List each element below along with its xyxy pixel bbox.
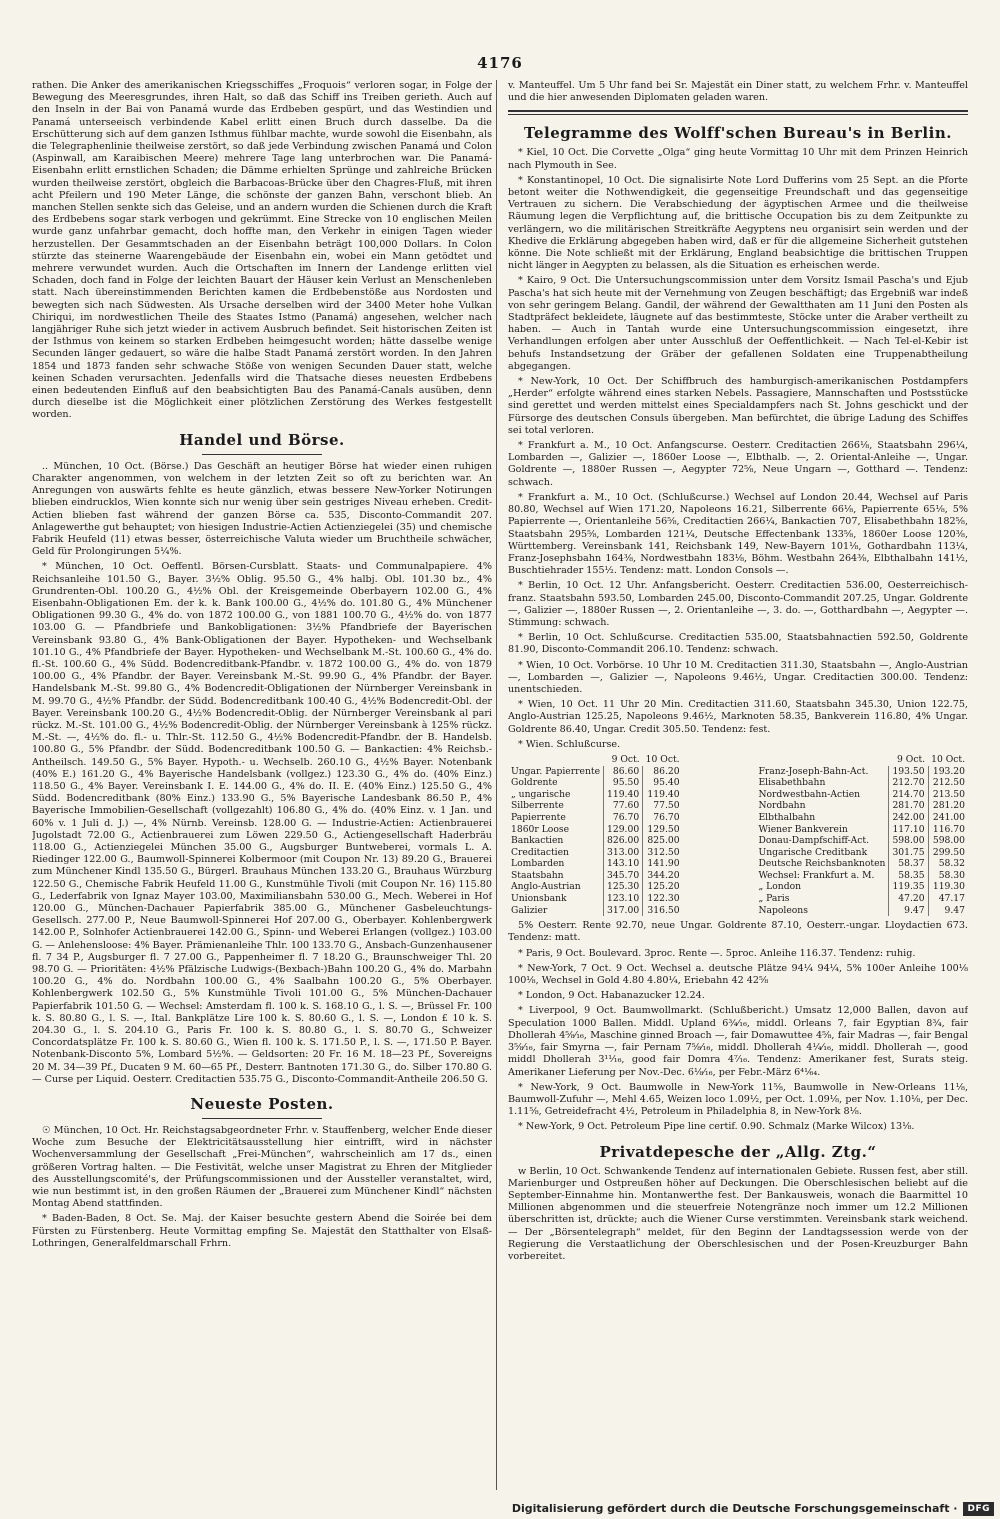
table-cell-name: Franz-Joseph-Bahn-Act. bbox=[758, 765, 869, 777]
table-cell-value: 316.50 bbox=[643, 905, 683, 917]
table-row bbox=[755, 777, 968, 789]
table-cell-value: 598.00 bbox=[928, 835, 968, 847]
table-cell-value: 598.00 bbox=[889, 835, 928, 847]
table-cell-value: 826.00 bbox=[604, 835, 643, 847]
table-cell-value: 9.47 bbox=[928, 905, 968, 917]
table-cell-value: 129.50 bbox=[643, 824, 683, 836]
table-cell-value: 825.00 bbox=[643, 835, 683, 847]
table-cell-value: 345.70 bbox=[604, 870, 643, 882]
table-cell-name: „ Paris bbox=[758, 893, 790, 905]
article-berlin-privat: w Berlin, 10 Oct. Schwankende Tendenz auf internationalen Gebiete. Russen fest, aber still. Marienburger und Ostpreußen höher auf Deckungen. Die Oberschlesischen beliebt auf die September-Einnahme hin. Montanwerthe fest. Der Bankausweis, wonach die Baarmittel 10 Millionen abgenommen und die steuerfreie Notengränze noch immer um 12.2 Millionen überschritten ist, drückte; auch die Wiener Curse verstimmten. Vereinsbank stark weichend. — Der „Börsentelegraph“ meldet, für den Beginn der Landtagssession werde von der Regierung die Verstaatlichung der Oberschlesischen und der Posen-Kreuzburger Bahn vorbereitet. bbox=[508, 1165, 968, 1262]
footer-text: Digitalisierung gefördert durch die Deutsche Forschungsgemeinschaft · bbox=[511, 1502, 958, 1515]
table-cell-name: Lombarden bbox=[511, 858, 565, 870]
table-cell-value: 77.60 bbox=[604, 800, 643, 812]
article-london: * London, 9 Oct. Habanazucker 12.24. bbox=[518, 990, 705, 1002]
article-frankfurt-schluss: * Frankfurt a. M., 10 Oct. (Schlußcurse.) Wechsel auf London 20.44, Wechsel auf Paris 80.80, Wechsel auf Wien 171.20, Napoleons 16.21, Silberrente 66⅛, Papierrente 65⅛, 5% Papierrente —, Orientanleihe 56⅝, Creditactien 266¼, Bankactien 707, Elisabethbahn 182⅝, Staatsbahn 295⅝, Lombarden 121¼, Deutsche Effectenbank 133⅝, 1860er Loose 120⅜, Württemberg. Vereinsbank 141, Reichsbank 149, New-Bayern 101⅛, Gothardbahn 113¼, Franz-Josephsbahn 164⅜, Nordwestbahn 183⅛, Böhm. Westbahn 264⅜, Elbthalbahn 141½, Buschtiehrader 155½. Tendenz: matt. London Consols —. bbox=[508, 491, 968, 577]
table-cell-value: 119.40 bbox=[643, 789, 683, 801]
table-cell-name: Elbthalbahn bbox=[758, 811, 816, 823]
footer bbox=[0, 1498, 1000, 1519]
table-row bbox=[755, 800, 968, 812]
article-earthquake: rathen. Die Anker des amerikanischen Kriegsschiffes „Froquois“ verloren sogar, in Folge der Bewegung des Meeresgrundes, ihren Halt, so daß das Schiff ins Treiben gerieth. Auch auf den Inseln in der Bai von Panamá wurde das Erdbeben gespürt, und das Westindien und Panamá unterseeisch verbindende Kabel erlitt einen Bruch durch dasselbe. Da die Erschütterung sich auf dem ganzen Isthmus fühlbar machte, wurde sowohl die Eisenbahn, als die Telegraphenlinie theilweise zerstört, so daß jede Verbindung zwischen Panamá und Colon (Aspinwall, am Karaibischen Meere) mehrere Tage lang unterbrochen war. Die Panamá-Eisenbahn erlitt ernstlichen Schaden; die Dämme erhielten Sprünge und zahlreiche Brücken wurden theilweise zerstört, obgleich die Barbacoas-Brücke über den Chagres-Fluß, mit ihren acht Pfeilern und 190 Meter Länge, die schönste der ganzen Bahn, verschont blieb. An manchen Stellen senkte sich das Geleise, und an andern wurden die Schienen durch die Kraft des Erdbebens sogar stark verbogen und gekrümmt. Eine Strecke von 10 englischen Meilen wurde ganz unfahrbar gemacht, doch hoffte man, den Verkehr in einigen Tagen wieder herzustellen. Der Gesammtschaden an der Eisenbahn beträgt 100,000 Dollars. In Colon stürzte das steinerne Waarengebäude der Eisenbahn ein, wobei ein Mann getödtet und mehrere verwundet wurden. Auch die Ortschaften im Innern der Landenge erlitten viel Schaden, doch fand in Folge der leichten Bauart der Häuser kein Verlust an Menschenleben statt. Nach übereinstimmenden Berichten kamen die Erdbebenstöße aus Nordosten und bewegten sich nach Südwesten. Als Ursache derselben wird der 3400 Meter hohe Vulkan Chiriqui, im nordwestlichen Theile des Staates Istmo (Panamá) angesehen, welcher nach langjähriger Ruhe sich jetzt wieder in activem Ausbruch befindet. Seit historischen Zeiten ist der Isthmus von keinem so starken Erdbeben heimgesucht worden; hätte dasselbe wenige Secunden länger gedauert, so wäre die halbe Stadt Panamá zerstört worden. In den Jahren 1854 und 1873 fanden sehr schwache Stöße von wenigen Secunden Dauer statt, welche keinen Schaden verursachten. Jedenfalls wird die Thatsache dieses neuesten Erdbebens einen bedeutenden Einfluß auf den beabsichtigten Bau des Panamá-Canals ausüben, denn durch dieselbe ist die Möglichkeit einer plötzlichen Zerstörung des Werkes festgestellt worden. bbox=[32, 80, 492, 421]
article-paris: * Paris, 9 Oct. Boulevard. 3proc. Rente —. 5proc. Anleihe 116.37. Tendenz: ruhig. bbox=[518, 947, 916, 959]
table-cell-name: Elisabethbahn bbox=[758, 777, 826, 789]
table-row bbox=[508, 847, 683, 859]
article-wien-rente: 5% Oesterr. Rente 92.70, neue Ungar. Goldrente 87.10, Oesterr.-ungar. Lloydactien 673. Tendenz: matt. bbox=[508, 920, 968, 944]
table-cell-name: Wiener Bankverein bbox=[758, 823, 848, 835]
table-cell-value: 95.50 bbox=[604, 777, 643, 789]
table-cell-value: 125.20 bbox=[643, 881, 683, 893]
heading-neueste: Neueste Posten. bbox=[190, 1095, 334, 1114]
table-cell-value: 301.75 bbox=[889, 847, 928, 859]
table-cell-name: Deutsche Reichsbanknoten bbox=[758, 858, 886, 870]
table-cell-value: 313.00 bbox=[604, 847, 643, 859]
article-baden-baden: * Baden-Baden, 8 Oct. Se. Maj. der Kaiser besuchte gestern Abend die Soirée bei dem Fürsten zu Fürstenberg. Heute Vormittag empfing Se. Majestät den Statthalter von Elsaß-Lothringen, Generalfeldmarschall Frhrn. bbox=[32, 1213, 492, 1249]
table-cell-value: 9.47 bbox=[889, 905, 928, 917]
table-row bbox=[508, 835, 683, 847]
table-cell-name: Ungarische Creditbank bbox=[758, 846, 868, 858]
table-cell-value: 119.40 bbox=[604, 789, 643, 801]
article-continuation: v. Manteuffel. Um 5 Uhr fand bei Sr. Majestät ein Diner statt, zu welchem Frhr. v. Manteuffel und die hier anwesenden Diplomaten geladen waren. bbox=[508, 80, 968, 104]
table-row bbox=[508, 766, 683, 778]
table-cell-value: 193.20 bbox=[928, 766, 968, 778]
table-header-9oct: 9 Oct. bbox=[897, 753, 926, 765]
table-cell-value: 47.17 bbox=[928, 893, 968, 905]
table-cell-name: Anglo-Austrian bbox=[511, 881, 581, 893]
dfg-logo: DFG bbox=[963, 1502, 994, 1516]
section-rule bbox=[508, 110, 968, 115]
table-cell-value: 123.10 bbox=[604, 893, 643, 905]
article-kairo: * Kairo, 9 Oct. Die Untersuchungscommission unter dem Vorsitz Ismail Pascha's und Ejub Pascha's hat sich heute mit der Vernehmung von Zeugen beschäftigt; das Ergebniß war indeß von sehr geringem Belang. Gandil, der während der Gewaltthaten am 11 Juni den Posten als Stadtpräfect bekleidete, läugnete auf das bestimmteste, Stöcke unter die Araber vertheilt zu haben. — Auch in Tantah wurde eine Untersuchungscommission eingesetzt, ihre Verhandlungen erfolgen aber unter Ausschluß der Oeffentlichkeit. — Nach Tel-el-Kebir ist behufs Instandsetzung der Gräber der gefallenen Soldaten eine Truppenabtheilung abgegangen. bbox=[508, 275, 968, 372]
table-cell-value: 119.35 bbox=[889, 881, 928, 893]
table-cell-value: 58.32 bbox=[928, 858, 968, 870]
table-cell-value: 76.70 bbox=[604, 812, 643, 824]
table-cell-name: Silberrente bbox=[511, 800, 564, 812]
table-cell-name: Staatsbahn bbox=[511, 869, 564, 881]
table-cell-value: 58.37 bbox=[889, 858, 928, 870]
table-cell-value: 241.00 bbox=[928, 812, 968, 824]
table-cell-name: Napoleons bbox=[758, 904, 808, 916]
table-cell-value: 58.30 bbox=[928, 870, 968, 882]
table-cell-value: 117.10 bbox=[889, 824, 928, 836]
table-cell-name: „ London bbox=[758, 881, 802, 893]
table-cell-name: Wechsel: Frankfurt a. M. bbox=[758, 869, 875, 881]
table-cell-value: 212.70 bbox=[889, 777, 928, 789]
table-cell-name: Bankactien bbox=[511, 835, 564, 847]
table-row bbox=[755, 812, 968, 824]
table-cell-value: 299.50 bbox=[928, 847, 968, 859]
table-row bbox=[508, 800, 683, 812]
table-cell-value: 214.70 bbox=[889, 789, 928, 801]
article-frankfurt-anfang: * Frankfurt a. M., 10 Oct. Anfangscurse. Oesterr. Creditactien 266⅛, Staatsbahn 296¼, Lombarden —, Galizier —, 1860er Loose —, Elbthalb. —, 2. Oriental-Anleihe —, Ungar. Goldrente —, 1880er Russen —, Aegypter 72⅝, Neue Ungarn —, Gotthard —. Tendenz: schwach. bbox=[508, 440, 968, 488]
article-wien-vorboerse: * Wien, 10 Oct. Vorbörse. 10 Uhr 10 M. Creditactien 311.30, Staatsbahn —, Anglo-Austrian —, Lombarden —, Galizier —, Napoleons 9.46½, Ungar. Creditactien 300.00. Tendenz: unentschieden. bbox=[508, 659, 968, 695]
table-cell-value: 116.70 bbox=[928, 824, 968, 836]
table-row bbox=[508, 858, 683, 870]
article-berlin-anfang: * Berlin, 10 Oct. 12 Uhr. Anfangsbericht. Oesterr. Creditactien 536.00, Oesterreichisch-franz. Staatsbahn 593.50, Lombarden 245.00, Disconto-Commandit 207.25, Ungar. Goldrente —, Galizier —, 1880er Russen —, 2. Orientanleihe —, 3. do. —, Gotthardbahn —, Aegypter —. Stimmung: schwach. bbox=[508, 580, 968, 628]
article-berlin-schluss: * Berlin, 10 Oct. Schlußcurse. Creditactien 535.00, Staatsbahnactien 592.50, Goldrente 81.90, Disconto-Commandit 206.10. Tendenz: schwach. bbox=[508, 632, 968, 656]
article-new-york-wechsel: * New-York, 7 Oct. 9 Oct. Wechsel a. deutsche Plätze 94¼ 94¼, 5% 100er Anleihe 100⅛ 100⅛, Wechsel in Gold 4.80 4.80¼, Eriebahn 42 42⅝ bbox=[508, 962, 968, 987]
table-row bbox=[508, 881, 683, 893]
table-row bbox=[755, 847, 968, 859]
table-cell-value: 317.00 bbox=[604, 905, 643, 917]
table-cell-name: „ ungarische bbox=[511, 788, 571, 800]
table-cell-name: Unionsbank bbox=[511, 893, 567, 905]
table-cell-name: Nordwestbahn-Actien bbox=[758, 788, 861, 800]
page-number: 4176 bbox=[477, 54, 523, 72]
table-row bbox=[508, 789, 683, 801]
table-cell-value: 86.60 bbox=[604, 766, 643, 778]
article-kiel: * Kiel, 10 Oct. Die Corvette „Olga“ ging heute Vormittag 10 Uhr mit dem Prinzen Heinrich nach Plymouth in See. bbox=[508, 147, 968, 171]
table-cell-value: 281.20 bbox=[928, 800, 968, 812]
table-cell-name: Papierrente bbox=[511, 811, 566, 823]
heading-privatdepesche: Privatdepesche der „Allg. Ztg.“ bbox=[599, 1142, 877, 1161]
table-cell-value: 125.30 bbox=[604, 881, 643, 893]
table-cell-value: 213.50 bbox=[928, 789, 968, 801]
table-header-9oct: 9 Oct. bbox=[611, 753, 640, 765]
heading-handel: Handel und Börse. bbox=[179, 430, 345, 449]
table-row bbox=[508, 893, 683, 905]
article-konstantinopel: * Konstantinopel, 10 Oct. Die signalisirte Note Lord Dufferins vom 25 Sept. an die Pforte betont weiter die Nothwendigkeit, die gegenseitige Freundschaft und das gegenseitige Vertrauen zu sichern. Die Verabschiedung der ägyptischen Armee und die theilweise Räumung legen die Verpflichtung auf, die brittische Occupation bis zu dem Zeitpunkte zu verlängern, wo die militärischen Streitkräfte Aegyptens neu organisirt sein werden und der Khedive die Erklärung abgegeben haben wird, daß er für die allgemeine Sicherheit gutstehen könne. Die Note schließt mit der Erklärung, England beabsichtige die brittischen Truppen nicht länger in Aegypten zu belassen, als die Situation es erheischen werde. bbox=[508, 174, 968, 272]
column-divider bbox=[496, 80, 497, 1490]
article-cursblatt: * München, 10 Oct. Oeffentl. Börsen-Cursblatt. Staats- und Communalpapiere. 4% Reichsanleihe 101.50 G., Bayer. 3½% Oblig. 95.50 G., 4% halbj. Obl. 101.30 bz., 4% Grundrenten-Obl. 100.20 G., 4½% Obl. der Kreisgemeinde Oberbayern 102.00 G., 4% Eisenbahn-Obligationen Em. der k. k. Bank 100.00 G., 4½% do. 101.80 G., 4% Münchener Obligationen 99.30 G., 4% do. von 1872 100.00 G., von 1881 100.70 G., 4½% do. von 1877 103.00 G. — Pfandbriefe und Bankobligationen: 3½% Pfandbriefe der Bayerischen Vereinsbank 93.80 G., 4% Bank-Obligationen der Bayer. Hypotheken- und Wechselbank 101.10 G., 4% Pfandbriefe der Bayer. Hypotheken- und Wechselbank M.-St. 100.60 G., 4% do. fl.-St. 100.60 G., 4% Südd. Bodencreditbank-Pfandbr. v. 1872 100.00 G., 4% do. von 1879 100.00 G., 4% Pfandbr. der Bayer. Vereinsbank M.-St. 99.90 G., 4% Pfandbr. der Bayer. Handelsbank M.-St. 99.80 G., 4% Bodencredit-Obligationen der Nürnberger Vereinsbank in M. 99.70 G., 4½% Pfandbr. der Südd. Bodencreditbank 100.40 G., 4½% Bodencredit-Obl. der Bayer. Vereinsbank 100.20 G., 4½% Bodencredit-Oblig. der Nürnberger Vereinsbank al pari rückz. M.-St. 101.00 G., 4½% Bodencredit-Oblig. der Nürnberger Vereinsbank à 125% rückz. M.-St. —, 4½% do. fl.- u. Thlr.-St. 112.50 G., 4½% Bodencredit-Pfandbr. der B. Handelsb. 100.80 G., 5% Pfandbr. der Südd. Bodencreditbank 100.50 G. — Bankactien: 4% Reichsb.-Antheilsch. 149.50 G., 5% Bayer. Hypoth.- u. Wechselb. 260.10 G., 4½% Bayer. Notenbank (40% E.) 161.20 G., 4% Bayerische Handelsbank (vollgez.) 123.30 G., 4% do. (40% Einz.) 118.50 G., 4% Bayer. Vereinsbank I. E. 144.00 G., 4% do. II. E. (40% Einz.) 125.50 G., 4% Südd. Bodencreditbank (80% Einz.) 133.90 G., 5% Bayerische Landesbank 86.50 P., 4% Bayerische Immobilien-Gesellschaft (vollgezahlt) 106.80 G., 4% do. (40% Einz. v. 1 Jan. und 60% v. 1 Juli d. J.) —, 4% Nürnb. Vereinsb. 128.00 G. — Industrie-Actien: Actienbrauerei Jugolstadt 72.00 G., Actienbrauerei zum Löwen 229.50 G., Actiengesellschaft Haderbräu 118.00 G., Actienziegelei München 35.00 G., Augsburger Buntweberei, vormals L. A. Riedinger 122.00 G., Baumwoll-Spinnerei Kolbermoor (mit Coupon Nr. 13) 89.20 G., Brauerei zum Münchener Kindl 135.50 G., Bürgerl. Brauhaus München 133.20 G., Brauhaus Würzburg 122.50 G., Chemische Fabrik Heufeld 11.00 G., Kunstmühle Tivoli (mit Coupon Nr. 16) 115.80 G., Lederfabrik von Ignaz Mayer 103.00, Maximiliansbahn 530.00 G., Mech. Weberei in Hof 120.00 G., München-Dachauer Papierfabrik 385.00 G., Münchener Gasbeleuchtungs-Gesellsch. 277.00 P., Neue Baumwoll-Spinnerei Hof 207.00 G., Oberbayer. Kohlenbergwerk 142.00 P., Solnhofer Actienbrauerei 142.00 G., Spinn- und Weberei Erlangen (vollgez.) 103.00 G. — Anlehensloose: 4% Bayer. Prämienanleihe Thlr. 100 133.70 G., Ansbach-Gunzenhausener fl. 7 34 P., Augsburger fl. 7 27.00 G., Pappenheimer fl. 7 18.20 G., Braunschweiger Thl. 20 98.70 G. — Prioritäten: 4½% Pfälzische Ludwigs-(Bexbach-)Bahn 100.20 G., 4% do. Marbahn 100.20 G., 4% do. Nordbahn 100.00 G., 4% Saalbahn 100.20 G., 5% Oberbayer. Kohlenbergwerk 102.50 G., 5% Kunstmühle Tivoli 101.00 G., 5% München-Dachauer Papierfabrik 101.50 G. — Wechsel: Amsterdam fl. 100 k. S. 168.10 G., l. S. —, Brüssel Fr. 100 k. S. 80.80 G., l. S. —, Ital. Bankplätze Lire 100 k. S. 80.60 G., l. S. —, London £ 10 k. S. 204.30 G., l. S. 204.10 G., Paris Fr. 100 k. S. 80.80 G., l. S. 80.70 G., Schweizer Concordatsplätze Fr. 100 k. S. 80.60 G., Wien fl. 100 k. S. 171.50 P., l. S. —, 171.50 P. Bayer. Notenbank-Disconto 5%, Lombard 5½%. — Geldsorten: 20 Fr. 16 M. 18—23 Pf., Sovereigns 20 M. 34—39 Pf., Ducaten 9 M. 60—65 Pf., Desterr. Bantnoten 171.30 G., do. Silber 170.80 G. — Curse per Liquid. Oesterr. Creditactien 535.75 G., Disconto-Commandit-Antheile 206.50 G. bbox=[32, 561, 492, 1085]
article-liverpool: * Liverpool, 9 Oct. Baumwollmarkt. (Schlußbericht.) Umsatz 12,000 Ballen, davon auf Speculation 1000 Ballen. Middl. Upland 6¾⁄₁₆, middl. Orleans 7, fair Egyptian 8¾, fair Dhollerah 4⅝⁄₁₆, Maschine ginned Broach —, fair Domawuttee 4⅝, fair Madras —, fair Bengal 3⅝⁄₁₆, fair Smyrna —, fair Pernam 7⅝⁄₁₆, middl. Dhollerah 4¼⁄₁₆, middl. Dhollerah —, good middl Dhollerah 3¹¹⁄₁₆, good fair Domra 4⁷⁄₁₆. Tendenz: Amerikaner fest, Surats steig. Amerikaner Lieferung per Nov.-Dec. 6⅛⁄₁₆, per Febr.-März 6⁴¹⁄₆₄. bbox=[508, 1005, 968, 1078]
table-row bbox=[755, 766, 968, 778]
table-row bbox=[755, 893, 968, 905]
table-row bbox=[755, 789, 968, 801]
table-cell-value: 77.50 bbox=[643, 800, 683, 812]
article-muenchen-boerse: .. München, 10 Oct. (Börse.) Das Geschäft an heutiger Börse hat wieder einen ruhigen Charakter angenommen, von welchem in der letzten Zeit so oft zu berichten war. An Anregungen von auswärts fehlte es heute gänzlich, etwas bessere New-Yorker Notirungen blieben eindrucklos, Wien konnte sich nur wenig über sein gestriges Niveau erheben. Credit-Actien blieben fast während der ganzen Börse ca. 535, Disconto-Commandit 207. Anlagewerthe gut behauptet; von hiesigen Industrie-Actien Actienziegelei (35) und chemische Fabrik Heufeld (11) etwas besser, österreichische Valuta wieder um Bruchtheile schwächer, Geld für Prolongirungen 5¼%. bbox=[32, 460, 492, 558]
heading-rule bbox=[202, 454, 322, 455]
table-row bbox=[755, 824, 968, 836]
article-muenchen-posten: ☉ München, 10 Oct. Hr. Reichstagsabgeordneter Frhr. v. Stauffenberg, welcher Ende dieser Woche zum Besuche der Elektricitätsausstellung hier eintrifft, wird in nächster Wochenversammlung der Gesellschaft „Frei-München“, wahrscheinlich am 17 ds., einen größeren Vortrag halten. — Die Festivität, welche unser Magistrat zu Ehren der Mitglieder des Ausstellungscomité's, der Prüfungscommissionen und der Aussteller veranstaltet, wird, wie nun bestimmt ist, in den großen Räumen der „Brauerei zum Münchener Kindl“ nächsten Montag Abend stattfinden. bbox=[32, 1125, 492, 1210]
table-cell-name: 1860r Loose bbox=[511, 823, 570, 835]
wien-quotes-left bbox=[508, 754, 683, 916]
table-cell-name: Goldrente bbox=[511, 777, 558, 789]
table-cell-value: 95.40 bbox=[643, 777, 683, 789]
table-row bbox=[755, 870, 968, 882]
heading-telegramme: Telegramme des Wolff'schen Bureau's in Berlin. bbox=[524, 124, 952, 143]
table-row bbox=[508, 905, 683, 917]
table-cell-name: Donau-Dampfschiff-Act. bbox=[758, 835, 870, 847]
table-cell-value: 122.30 bbox=[643, 893, 683, 905]
table-row bbox=[755, 858, 968, 870]
table-cell-value: 344.20 bbox=[643, 870, 683, 882]
table-row bbox=[508, 777, 683, 789]
wien-quotes-right bbox=[755, 754, 968, 916]
table-cell-name: Creditactien bbox=[511, 846, 569, 858]
table-cell-value: 86.20 bbox=[643, 766, 683, 778]
table-cell-name: Ungar. Papierrente bbox=[511, 765, 601, 777]
article-new-york-baumwolle: * New-York, 9 Oct. Baumwolle in New-York 11⅝, Baumwolle in New-Orleans 11⅛, Baumwoll-Zufuhr —, Mehl 4.65, Weizen loco 1.09½, per Oct. 1.09⅛, per Nov. 1.10⅛, per Dec. 1.11⅝, Getreidefracht 4½, Petroleum in Philadelphia 8, in New-York 8⅛. bbox=[508, 1081, 968, 1118]
article-wien-schluss: * Wien. Schlußcurse. bbox=[518, 738, 621, 750]
table-cell-value: 76.70 bbox=[643, 812, 683, 824]
table-cell-value: 129.00 bbox=[604, 824, 643, 836]
table-cell-value: 193.50 bbox=[889, 766, 928, 778]
table-row bbox=[755, 835, 968, 847]
table-cell-value: 47.20 bbox=[889, 893, 928, 905]
left-column bbox=[32, 80, 492, 1490]
table-row bbox=[508, 824, 683, 836]
article-new-york-herder: * New-York, 10 Oct. Der Schiffbruch des hamburgisch-amerikanischen Postdampfers „Herder“ erfolgte während eines starken Nebels. Passagiere, Mannschaften und Postsstücke sind gerettet und werden mittelst eines Specialdampfers nach St. Johns geschickt und der Fürsorge des deutschen Consuls übergeben. Man befürchtet, die übrige Ladung des Schiffes sei total verloren. bbox=[508, 376, 968, 436]
table-cell-value: 242.00 bbox=[889, 812, 928, 824]
table-cell-value: 58.35 bbox=[889, 870, 928, 882]
table-row bbox=[508, 870, 683, 882]
table-cell-value: 119.30 bbox=[928, 881, 968, 893]
table-header-10oct: 10 Oct. bbox=[645, 753, 680, 765]
wien-quotes-table bbox=[508, 754, 968, 916]
table-cell-name: Galizier bbox=[511, 904, 548, 916]
table-cell-value: 212.50 bbox=[928, 777, 968, 789]
table-cell-value: 281.70 bbox=[889, 800, 928, 812]
table-row bbox=[755, 881, 968, 893]
right-column bbox=[508, 80, 968, 1490]
heading-rule bbox=[202, 1118, 322, 1119]
table-row bbox=[508, 812, 683, 824]
table-cell-value: 141.90 bbox=[643, 858, 683, 870]
table-header-10oct: 10 Oct. bbox=[931, 753, 965, 765]
table-cell-name: Nordbahn bbox=[758, 800, 806, 812]
table-cell-value: 143.10 bbox=[604, 858, 643, 870]
table-cell-value: 312.50 bbox=[643, 847, 683, 859]
table-row bbox=[755, 905, 968, 917]
article-wien-mittag: * Wien, 10 Oct. 11 Uhr 20 Min. Creditactien 311.60, Staatsbahn 345.30, Union 122.75, Anglo-Austrian 125.25, Napoleons 9.46½, Marknoten 58.35, Bankverein 116.80, 4% Ungar. Goldrente 86.40, Ungar. Credit 305.50. Tendenz: fest. bbox=[508, 699, 968, 735]
article-new-york-petroleum: * New-York, 9 Oct. Petroleum Pipe line certif. 0.90. Schmalz (Marke Wilcox) 13⅛. bbox=[518, 1121, 915, 1133]
